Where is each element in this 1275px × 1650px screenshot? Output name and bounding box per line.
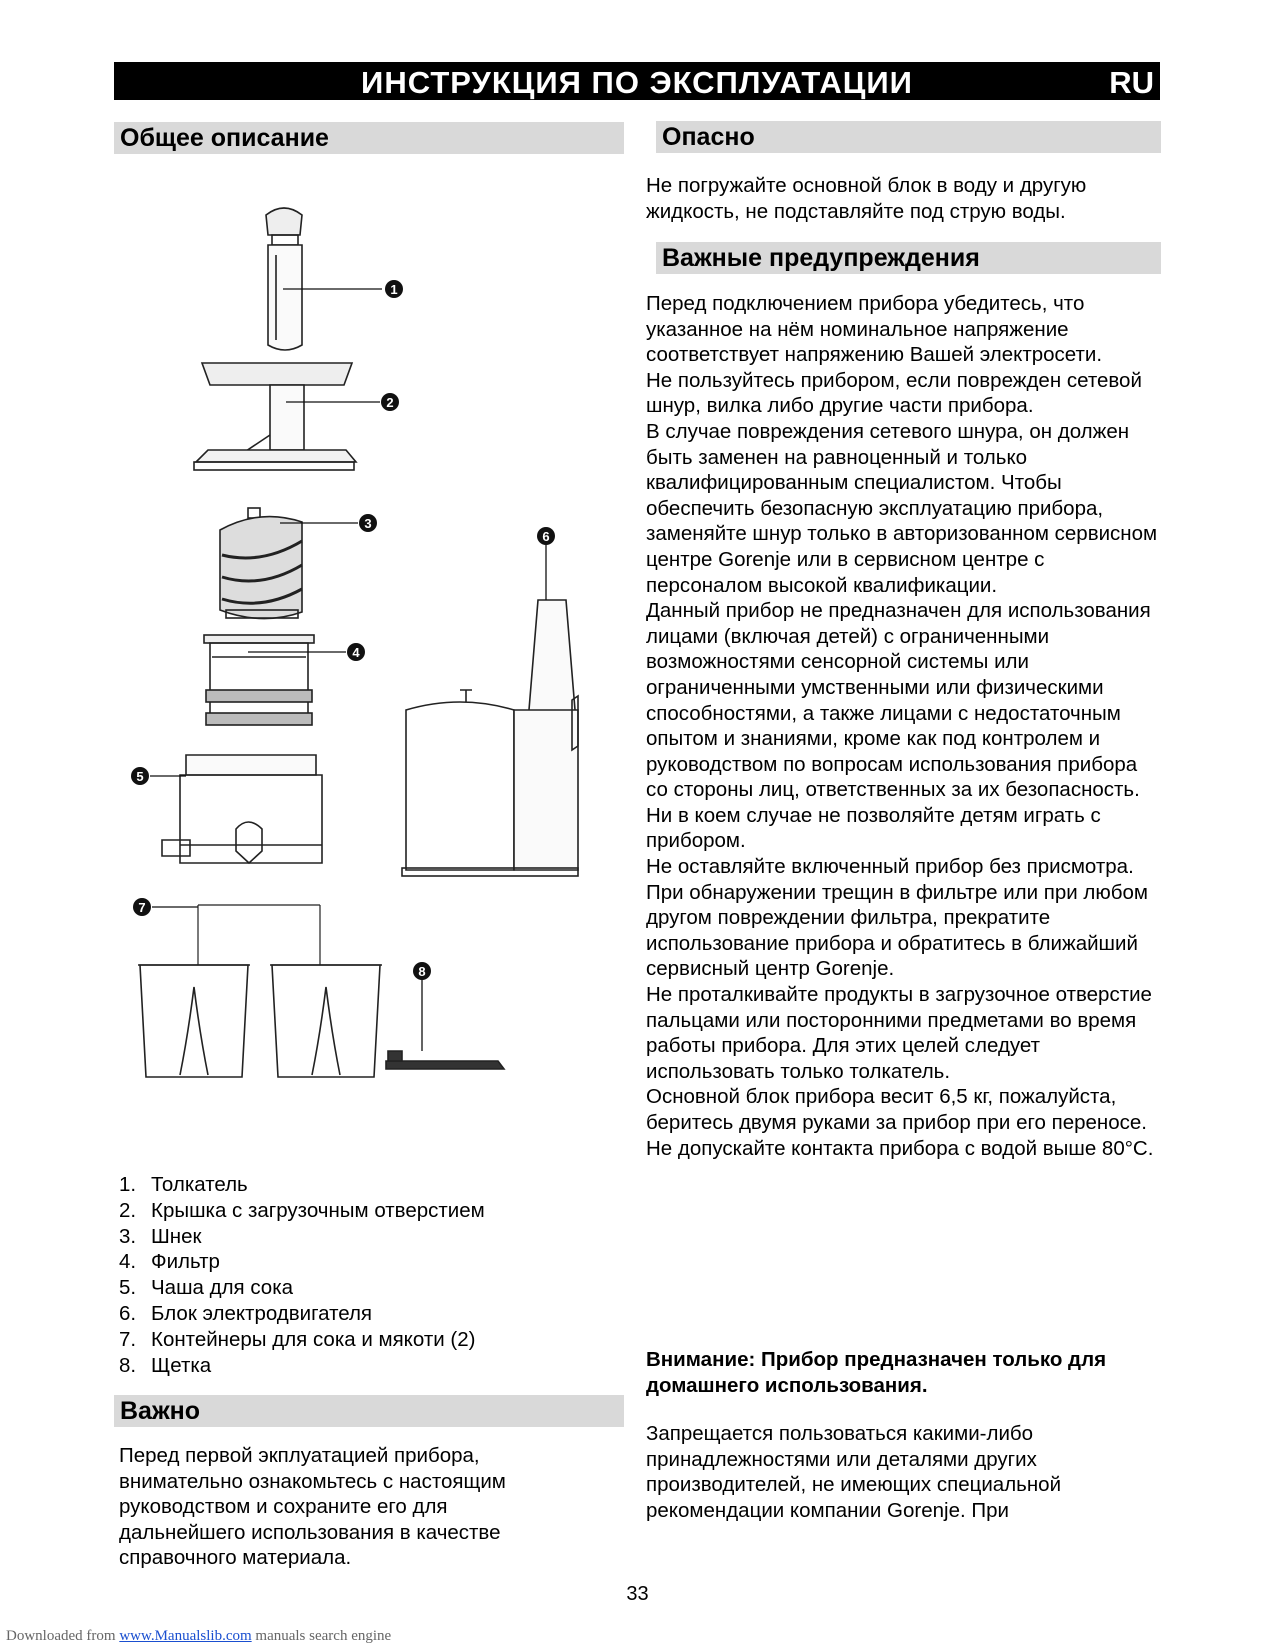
warning-item: При обнаружении трещин в фильтре или при любом другом повреждении фильтра, прекратите использование прибора и обратитесь в ближайший сервисный центр Gorenje. [646,880,1148,981]
list-item: 3. Шнек [119,1224,202,1248]
warning-item: Не оставляйте включенный прибор без присмотра. [646,855,1134,879]
footer: Downloaded from www.Manualslib.com manuals search engine [6,1628,392,1644]
callout-5: 5 [136,769,144,784]
warning-item: Не допускайте контакта прибора с водой выше 80°С. [646,1136,1154,1160]
containers-illustration [138,905,382,1077]
warning-item: Перед подключением прибора убедитесь, что указанное на нём номинальное напряжение соответствует напряжению Вашей электросети. [646,292,1103,367]
list-item: 7. Контейнеры для сока и мякоти (2) [119,1327,476,1351]
callout-3: 3 [364,516,372,531]
warning-item: Не проталкивайте продукты в загрузочное отверстие пальцами или посторонними предметами во время работы прибора. Для этих целей следует использовать только толкатель. [646,983,1152,1083]
brush-illustration [386,1051,504,1069]
parts-list [119,1172,485,1378]
list-item: 1. Толкатель [119,1173,248,1196]
pusher-illustration [266,208,302,350]
callout-8: 8 [418,964,426,979]
page-number: 33 [626,1583,649,1605]
motor-base-illustration [402,600,578,876]
callout-4: 4 [352,645,360,660]
callout-2: 2 [386,395,394,410]
manualslib-link[interactable]: www.Manualslib.com [119,1628,252,1644]
warning-item: Ни в коем случае не позволяйте детям играть с прибором. [646,803,1101,853]
important-text: Перед первой экплуатацией прибора, внимательно ознакомьтесь с настоящим руководством и сохраните его для дальнейшего использования в качестве справочного материала. [119,1444,506,1570]
danger-heading: Опасно [656,121,1161,153]
warning-item: Данный прибор не предназначен для использования лицами (включая детей) с ограниченными возможностями сенсорной системы или ограниченными умственными или физическими способностями, а также лицами с недостаточным опытом и знаниями, кроме как под контролем и руководством по вопросам использования прибора со стороны лиц, ответственных за их безопасность. [646,599,1151,802]
warnings-heading: Важные предупреждения [656,242,1161,274]
danger-text: Не погружайте основной блок в воду и другую жидкость, не подставляйте под струю воды. [646,174,1087,223]
page-title: ИНСТРУКЦИЯ ПО ЭКСПЛУАТАЦИИ [361,65,913,100]
juicer-exploded-diagram [120,185,600,1145]
important-heading: Важно [114,1395,624,1427]
language-code: RU [1109,65,1154,100]
list-item: 8. Щетка [119,1353,212,1377]
callout-6: 6 [542,529,550,544]
list-item: 5. Чаша для сока [119,1276,294,1300]
forbidden-text: Запрещается пользоваться какими-либо принадлежностями или деталями других производителей, не имеющих специальной рекомендации компании Gorenje. При [646,1422,1062,1522]
header-bar [114,62,1160,100]
callout-7: 7 [138,900,146,915]
list-item: 6. Блок электродвигателя [119,1301,373,1325]
attention-note: Внимание: Прибор предназначен только для домашнего использования. [646,1348,1107,1397]
list-item: 4. Фильтр [119,1250,220,1274]
list-item: 2. Крышка с загрузочным отверстием [119,1198,485,1222]
general-description-heading: Общее описание [114,122,624,154]
warning-item: Основной блок прибора весит 6,5 кг, пожалуйста, беритесь двумя руками за прибор при его переносе. [646,1085,1147,1134]
warnings-list [646,291,1161,1161]
filter-illustration [204,635,314,725]
warning-item: В случае повреждения сетевого шнура, он должен быть заменен на равноценный и только квалифицированным специалистом. Чтобы обеспечить безопасную эксплуатацию прибора, заменяйте шнур только в авторизованном сервисном центре Gorenje или в сервисном центре с персоналом высокой квалификации. [646,419,1158,597]
lid-illustration [194,363,356,470]
auger-illustration [220,508,302,619]
juice-bowl-illustration [162,755,322,863]
warning-item: Не пользуйтесь прибором, если поврежден сетевой шнур, вилка либо другие части прибора. [646,368,1142,418]
callout-1: 1 [390,282,398,297]
